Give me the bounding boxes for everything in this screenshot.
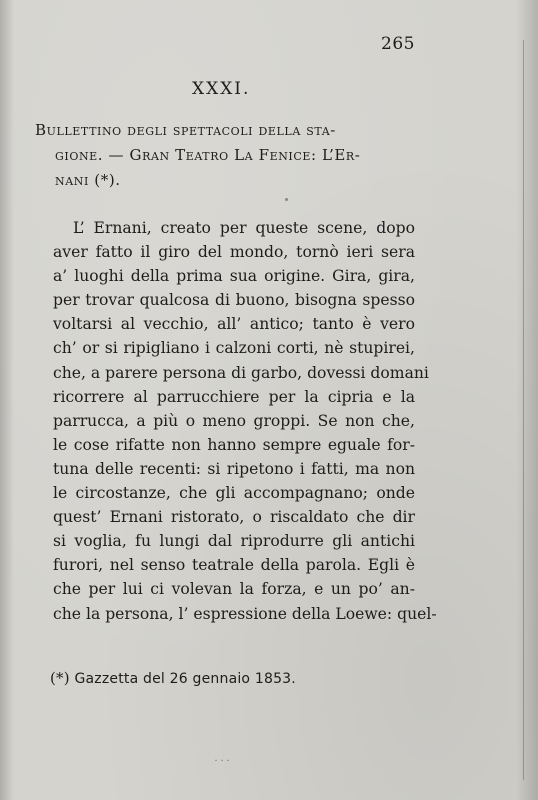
body-line: tuna delle recenti: si ripetono i fatti, ma non	[53, 459, 415, 478]
section-title	[35, 118, 415, 193]
body-line: che per lui ci volevan la forza, e un po’ an-	[53, 580, 415, 599]
body-line: voltarsi al vecchio, all’ antico; tanto è vero	[53, 315, 415, 334]
page-edge-shadow	[516, 0, 538, 800]
body-line: le circostanze, che gli accompagnano; onde	[53, 484, 415, 503]
footnote-text: Gazzetta del 26 gennaio 1853.	[74, 671, 296, 687]
body-line: le cose rifatte non hanno sempre eguale for-	[53, 435, 415, 454]
body-line: quest’ Ernani ristorato, o riscaldato che dir	[53, 508, 415, 527]
gutter-shadow	[0, 0, 14, 800]
body-text	[53, 216, 437, 626]
body-line: furori, nel senso teatrale della parola. Egli è	[53, 556, 415, 575]
page-edge-line	[523, 40, 524, 780]
body-line: a’ luoghi della prima sua origine. Gira, gira,	[53, 267, 415, 286]
page-number: 265	[381, 34, 415, 54]
body-line: L’ Ernani, creato per queste scene, dopo	[73, 219, 415, 237]
footnote	[50, 669, 296, 687]
body-line: parrucca, a più o meno groppi. Se non che,	[53, 411, 415, 430]
footnote-marker: (*)	[50, 669, 70, 687]
body-line: aver fatto il giro del mondo, tornò ieri sera	[53, 243, 415, 262]
stray-ink-mark: ˙˙˙	[213, 758, 231, 772]
section-title-line: nani (*).	[55, 171, 121, 189]
body-line: ch’ or si ripigliano i calzoni corti, nè stupirei,	[53, 339, 415, 358]
body-line: ricorrere al parrucchiere per la cipria e la	[53, 387, 415, 406]
ink-speck	[285, 198, 288, 201]
section-title-line: Bullettino degli spettacoli della sta-	[35, 121, 336, 139]
body-line: si voglia, fu lungi dal riprodurre gli antichi	[53, 532, 415, 551]
chapter-heading: XXXI.	[192, 79, 251, 99]
body-line: per trovar qualcosa di buono, bisogna spesso	[53, 291, 415, 310]
body-line: che, a parere persona di garbo, dovessi domani	[53, 363, 429, 382]
body-line: che la persona, l’ espressione della Loewe: quel-	[53, 604, 437, 623]
section-title-line: gione. — Gran Teatro La Fenice: L’Er-	[55, 146, 361, 164]
